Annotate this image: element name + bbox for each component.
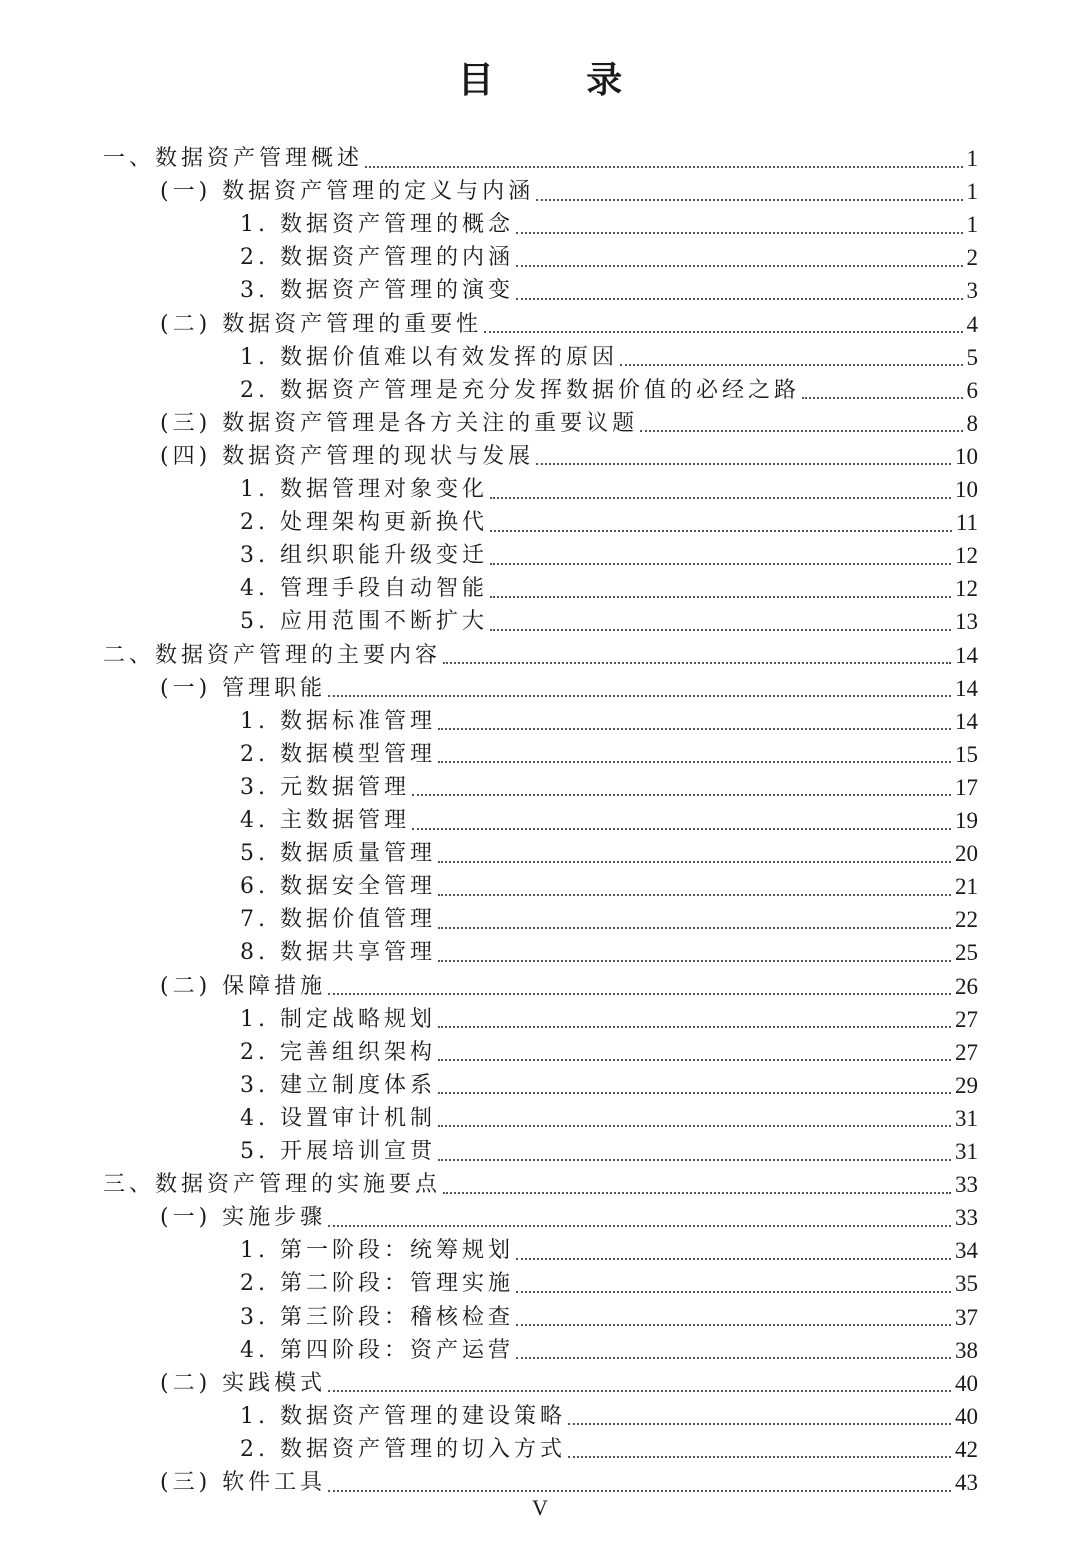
toc-dot-leader — [490, 596, 951, 598]
toc-entry-page: 14 — [955, 675, 978, 701]
toc-entry-label: 1. 数据资产管理的概念 — [240, 212, 514, 238]
toc-entry[interactable] — [240, 738, 978, 771]
toc-dot-leader — [328, 1390, 951, 1392]
toc-entry[interactable] — [240, 1069, 978, 1102]
toc-entry[interactable] — [160, 672, 978, 705]
toc-entry-page: 14 — [955, 642, 978, 668]
toc-entry-label: (四) 数据资产管理的现状与发展 — [160, 443, 535, 469]
toc-entry-page: 40 — [955, 1370, 978, 1396]
toc-entry-page: 33 — [955, 1172, 978, 1198]
toc-entry-label: 3. 第三阶段：稽核检查 — [240, 1304, 514, 1330]
toc-entry[interactable] — [240, 936, 978, 969]
toc-entry-label: 2. 数据资产管理的切入方式 — [240, 1436, 566, 1462]
toc-dot-leader — [620, 364, 963, 366]
toc-entry-page: 34 — [955, 1238, 978, 1264]
toc-entry[interactable] — [240, 870, 978, 903]
toc-entry-page: 4 — [966, 311, 978, 337]
toc-entry-label: 2. 数据资产管理是充分发挥数据价值的必经之路 — [240, 377, 800, 403]
toc-entry-label: 1. 数据价值难以有效发挥的原因 — [240, 344, 618, 370]
toc-entry-label: (二) 实践模式 — [160, 1370, 327, 1396]
toc-entry-page: 42 — [955, 1436, 978, 1462]
toc-dot-leader — [412, 794, 951, 796]
toc-entry-page: 3 — [966, 278, 978, 304]
toc-entry[interactable] — [240, 1267, 978, 1300]
toc-dot-leader — [328, 1490, 951, 1492]
toc-entry-page: 1 — [966, 146, 978, 171]
toc-dot-leader — [443, 662, 951, 664]
toc-entry[interactable] — [240, 1301, 978, 1334]
toc-entry-page: 10 — [955, 477, 978, 502]
toc-entry-label: 5. 开展培训宣贯 — [240, 1139, 436, 1164]
toc-entry-page: 40 — [955, 1403, 978, 1429]
toc-entry[interactable] — [240, 1400, 978, 1433]
toc-entry-page: 11 — [955, 510, 978, 536]
toc-entry-page: 35 — [955, 1271, 978, 1297]
footer-page-number: V — [532, 1495, 548, 1520]
toc-dot-leader — [438, 1026, 951, 1028]
toc-entry[interactable] — [240, 341, 978, 374]
toc-entry-page: 8 — [966, 410, 978, 436]
toc-entry[interactable] — [240, 572, 978, 605]
toc-entry[interactable] — [240, 837, 978, 870]
page-title: 目 录 — [457, 60, 663, 101]
toc-entry-page: 13 — [955, 609, 978, 635]
toc-entry[interactable] — [240, 804, 978, 837]
toc-entry-label: 4. 管理手段自动智能 — [240, 576, 488, 602]
toc-entry-label: 7. 数据价值管理 — [240, 907, 436, 933]
toc-entry-page: 19 — [955, 808, 978, 833]
toc-entry[interactable] — [240, 903, 978, 936]
toc-entry[interactable] — [160, 175, 978, 208]
toc-entry[interactable] — [240, 1234, 978, 1267]
toc-entry-label: 4. 主数据管理 — [240, 808, 410, 833]
toc-entry-label: (三) 软件工具 — [160, 1470, 327, 1495]
toc-entry-label: 3. 数据资产管理的演变 — [240, 278, 514, 304]
toc-entry-page: 33 — [955, 1205, 978, 1231]
toc-entry-label: 2. 第二阶段：管理实施 — [240, 1271, 514, 1297]
toc-entry[interactable] — [240, 1433, 978, 1466]
toc-entry-label: 2. 完善组织架构 — [240, 1039, 436, 1065]
toc-entry-label: 6. 数据安全管理 — [240, 874, 436, 900]
toc-dot-leader — [640, 430, 962, 432]
toc-dot-leader — [412, 828, 951, 830]
toc-entry-page: 26 — [955, 973, 978, 999]
toc-entry[interactable] — [160, 308, 978, 341]
toc-entry-page: 27 — [955, 1006, 978, 1032]
toc-entry-page: 6 — [966, 377, 978, 403]
toc-entry-page: 17 — [955, 774, 978, 800]
toc-entry[interactable] — [240, 539, 978, 572]
toc-dot-leader — [490, 563, 951, 565]
toc-entry-label: 1. 数据管理对象变化 — [240, 477, 488, 502]
toc-entry-page: 25 — [955, 940, 978, 966]
toc-entry[interactable] — [160, 970, 978, 1003]
toc-entry-label: 2. 数据模型管理 — [240, 741, 436, 767]
toc-entry[interactable] — [240, 506, 978, 539]
toc-entry-label: 4. 第四阶段：资产运营 — [240, 1337, 514, 1363]
toc-entry-page: 10 — [955, 443, 978, 469]
toc-dot-leader — [328, 695, 951, 697]
toc-dot-leader — [328, 1225, 951, 1227]
toc-dot-leader — [438, 927, 951, 929]
toc-entry-page: 38 — [955, 1337, 978, 1363]
toc-entry-page: 20 — [955, 841, 978, 867]
toc-entry[interactable] — [240, 241, 978, 274]
toc-entry[interactable] — [240, 605, 978, 638]
toc-entry-label: 5. 数据质量管理 — [240, 841, 436, 867]
toc-entry[interactable] — [160, 407, 978, 440]
toc-entry[interactable] — [240, 1003, 978, 1036]
toc-entry-page: 22 — [955, 907, 978, 933]
toc-entry-page: 5 — [966, 344, 978, 370]
toc-dot-leader — [568, 1423, 951, 1425]
toc-entry-label: 2. 处理架构更新换代 — [240, 510, 488, 536]
toc-entry-page: 43 — [955, 1470, 978, 1495]
toc-entry[interactable] — [240, 208, 978, 241]
toc-entry-page: 1 — [966, 212, 978, 238]
toc-entry-label: (三) 数据资产管理是各方关注的重要议题 — [160, 410, 639, 436]
toc-entry[interactable] — [103, 142, 978, 175]
toc-dot-leader — [438, 1059, 951, 1061]
toc-dot-leader — [516, 1324, 951, 1326]
toc-entry-label: 2. 数据资产管理的内涵 — [240, 245, 514, 271]
toc-entry-label: 一、数据资产管理概述 — [103, 146, 364, 171]
toc-entry-page: 29 — [955, 1072, 978, 1098]
toc-entry-page: 12 — [955, 576, 978, 602]
toc-dot-leader — [802, 397, 963, 399]
toc-entry[interactable] — [103, 639, 978, 672]
toc-entry-label: 3. 组织职能升级变迁 — [240, 543, 488, 569]
toc-entry[interactable] — [240, 1135, 978, 1168]
toc-dot-leader — [365, 166, 962, 168]
toc-dot-leader — [516, 265, 963, 267]
toc-dot-leader — [438, 1159, 951, 1161]
toc-entry-label: 1. 数据资产管理的建设策略 — [240, 1403, 566, 1429]
toc-entry-label: 二、数据资产管理的主要内容 — [103, 642, 442, 668]
toc-entry-label: (一) 实施步骤 — [160, 1205, 327, 1231]
toc-dot-leader — [516, 1357, 951, 1359]
toc-entry-label: (一) 数据资产管理的定义与内涵 — [160, 179, 535, 205]
toc-dot-leader — [516, 298, 963, 300]
toc-entry[interactable] — [240, 705, 978, 738]
toc-dot-leader — [516, 232, 963, 234]
toc-dot-leader — [438, 960, 951, 962]
toc-dot-leader — [438, 728, 951, 730]
toc-entry-label: 4. 设置审计机制 — [240, 1105, 436, 1131]
toc-entry[interactable] — [160, 1201, 978, 1234]
toc-entry-page: 14 — [955, 708, 978, 734]
toc-dot-leader — [568, 1456, 951, 1458]
toc-entry[interactable] — [160, 440, 978, 473]
toc-dot-leader — [438, 861, 951, 863]
toc-dot-leader — [328, 993, 951, 995]
toc-entry-label: 三、数据资产管理的实施要点 — [103, 1172, 442, 1198]
toc-entry-label: 8. 数据共享管理 — [240, 940, 436, 966]
toc-entry[interactable] — [240, 274, 978, 307]
toc-entry-page: 1 — [966, 179, 978, 205]
toc-entry-page: 21 — [955, 874, 978, 900]
toc-entry-page: 15 — [955, 741, 978, 767]
toc-entry[interactable] — [240, 1036, 978, 1069]
toc-dot-leader — [438, 1125, 951, 1127]
toc-entry[interactable] — [240, 473, 978, 506]
toc-dot-leader — [438, 894, 951, 896]
toc-entry[interactable] — [240, 771, 978, 804]
toc-entry[interactable] — [240, 1102, 978, 1135]
toc-entry[interactable] — [103, 1168, 978, 1201]
toc-entry-page: 2 — [966, 245, 978, 271]
toc-entry-label: 1. 第一阶段：统筹规划 — [240, 1238, 514, 1264]
toc-dot-leader — [438, 1092, 951, 1094]
toc-entry-label: 3. 建立制度体系 — [240, 1072, 436, 1098]
toc-dot-leader — [536, 463, 951, 465]
toc-entry-page: 12 — [955, 543, 978, 569]
toc-entry[interactable] — [160, 1367, 978, 1400]
toc-entry[interactable] — [240, 374, 978, 407]
toc-entry-page: 27 — [955, 1039, 978, 1065]
toc-dot-leader — [490, 497, 951, 499]
toc-dot-leader — [443, 1192, 951, 1194]
toc-dot-leader — [516, 1258, 951, 1260]
toc-entry-label: 5. 应用范围不断扩大 — [240, 609, 488, 635]
toc-entry-page: 31 — [955, 1105, 978, 1131]
toc-dot-leader — [516, 1291, 951, 1293]
toc-dot-leader — [484, 331, 962, 333]
toc-entry-label: 3. 元数据管理 — [240, 774, 410, 800]
toc-entry-label: (二) 保障措施 — [160, 973, 327, 999]
toc-entry-label: 1. 数据标准管理 — [240, 708, 436, 734]
toc-entry-label: 1. 制定战略规划 — [240, 1006, 436, 1032]
toc-entry-label: (一) 管理职能 — [160, 675, 327, 701]
toc-entry-page: 37 — [955, 1304, 978, 1330]
toc-dot-leader — [490, 629, 951, 631]
toc-entry-label: (二) 数据资产管理的重要性 — [160, 311, 483, 337]
toc-dot-leader — [536, 199, 962, 201]
toc-dot-leader — [490, 530, 952, 532]
toc-dot-leader — [438, 761, 951, 763]
toc-entry-page: 31 — [955, 1139, 978, 1164]
toc-entry[interactable] — [240, 1334, 978, 1367]
